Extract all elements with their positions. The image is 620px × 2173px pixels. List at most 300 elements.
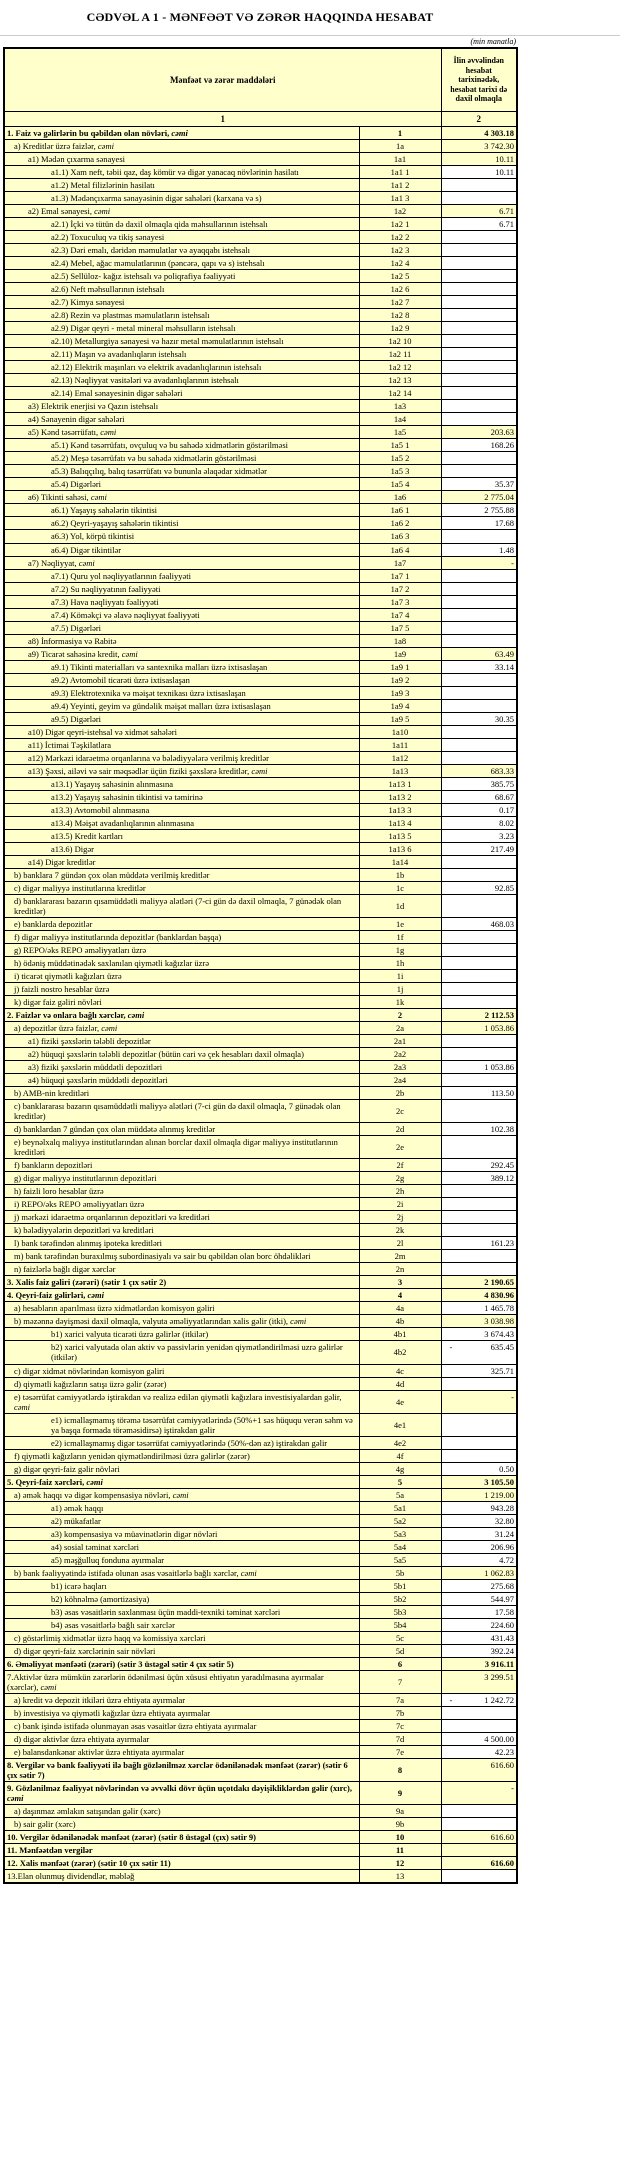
table-row xyxy=(4,296,517,309)
row-value xyxy=(441,725,517,738)
row-label: a13) Şəxsi, ailəvi və sair məqsədlər üçün fiziki şəxslərə kreditlər, cəmi xyxy=(4,764,359,777)
row-code: 13 xyxy=(359,1870,441,1884)
row-label: a13.5) Kredit kartları xyxy=(4,829,359,842)
row-code: 1a6 2 xyxy=(359,517,441,530)
row-value: 1 219.00 xyxy=(441,1488,517,1501)
row-code: 1a6 4 xyxy=(359,543,441,556)
row-label: a) daşınmaz əmlakın satışından gəlir (xərc) xyxy=(4,1805,359,1818)
row-label: a7.4) Köməkçi və əlavə nəqliyyat fəaliyyəti xyxy=(4,608,359,621)
row-label: a1.2) Metal filizlərinin hasilatı xyxy=(4,179,359,192)
row-value xyxy=(441,413,517,426)
row-value xyxy=(441,530,517,543)
row-code: 1a9 xyxy=(359,647,441,660)
row-label: a1) fiziki şəxslərin tələbli depozitlər xyxy=(4,1035,359,1048)
row-label: a13.6) Digər xyxy=(4,842,359,855)
row-value xyxy=(441,1818,517,1831)
row-code: 12 xyxy=(359,1857,441,1870)
table-row xyxy=(4,127,517,140)
row-value: 2 755.88 xyxy=(441,504,517,517)
row-value: 325.71 xyxy=(441,1364,517,1377)
table-row xyxy=(4,917,517,930)
row-code: 7e xyxy=(359,1745,441,1758)
table-row xyxy=(4,1501,517,1514)
row-label: d) banklararası bazarın qısamüddətli maliyyə alətləri (7-ci gün də daxil olmaqla, 7 günədək olan kreditlər) xyxy=(4,894,359,917)
row-label: a2) mükafatlar xyxy=(4,1514,359,1527)
row-label: a2) hüquqi şəxslərin tələbli depozitlər (bütün cari və çek hesabları daxil olmaqla) xyxy=(4,1048,359,1061)
row-code: 2h xyxy=(359,1185,441,1198)
row-label: i) ticarət qiymətli kağızları üzrə xyxy=(4,970,359,983)
row-code: 1a7 5 xyxy=(359,621,441,634)
row-label: 1. Faiz və gəlirlərin bu qəbildən olan növləri, cəmi xyxy=(4,127,359,140)
row-value: 544.97 xyxy=(441,1592,517,1605)
row-label: a2.5) Sellüloz- kağız istehsalı və poliqrafiya fəaliyyəti xyxy=(4,270,359,283)
table-row xyxy=(4,996,517,1009)
row-value: 102.38 xyxy=(441,1123,517,1136)
row-value xyxy=(441,309,517,322)
row-label: d) digər aktivlər üzrə ehtiyata ayırmalar xyxy=(4,1732,359,1745)
table-row xyxy=(4,881,517,894)
row-label: a2.2) Toxuculuq və tikiş sənayesi xyxy=(4,231,359,244)
table-row xyxy=(4,1844,517,1857)
row-value xyxy=(441,231,517,244)
row-code: 4a xyxy=(359,1302,441,1315)
row-value: 217.49 xyxy=(441,842,517,855)
table-row xyxy=(4,582,517,595)
row-label: a) kredit və depozit itkiləri üzrə ehtiyata ayırmalar xyxy=(4,1693,359,1706)
row-code: 1a5 4 xyxy=(359,478,441,491)
row-code: 1j xyxy=(359,983,441,996)
row-code: 2e xyxy=(359,1136,441,1159)
row-label: a2.3) Dəri emalı, dəridən məmulatlar və ayaqqabı istehsalı xyxy=(4,244,359,257)
row-label: b2) köhnəlmə (amortizasiya) xyxy=(4,1592,359,1605)
row-code: 2b xyxy=(359,1087,441,1100)
row-value xyxy=(441,361,517,374)
row-label: 6. Əməliyyat mənfəəti (zərəri) (sətir 3 üstəgəl sətir 4 çıx sətir 5) xyxy=(4,1657,359,1670)
row-label: d) digər qeyri-faiz xərclərinin sair növləri xyxy=(4,1644,359,1657)
row-code: 1a12 xyxy=(359,751,441,764)
table-row xyxy=(4,153,517,166)
row-label: 7.Aktivlər üzrə mümkün zərərlərin ödənilməsi üçün xüsusi ehtiyatın yaradılmasına ayırmalar (xərclər), cəmi xyxy=(4,1670,359,1693)
table-row xyxy=(4,1009,517,1022)
table-row xyxy=(4,335,517,348)
row-label: 4. Qeyri-faiz gəlirləri, cəmi xyxy=(4,1289,359,1302)
row-label: c) banklararası bazarın qısamüddətli maliyyə alətləri (7-ci gün də daxil olmaqla, 7 günədək olan kreditlər) xyxy=(4,1100,359,1123)
table-row xyxy=(4,426,517,439)
row-code: 4e xyxy=(359,1390,441,1413)
row-value: 6.71 xyxy=(441,218,517,231)
row-code: 1 xyxy=(359,127,441,140)
row-value xyxy=(441,348,517,361)
row-code: 7a xyxy=(359,1693,441,1706)
row-code: 2j xyxy=(359,1211,441,1224)
row-label: b1) icarə haqları xyxy=(4,1579,359,1592)
row-code: 9 xyxy=(359,1782,441,1805)
row-code: 5a4 xyxy=(359,1540,441,1553)
table-row xyxy=(4,673,517,686)
table-row xyxy=(4,738,517,751)
row-code: 1a7 3 xyxy=(359,595,441,608)
row-value xyxy=(441,1198,517,1211)
items-column-number: 1 xyxy=(4,112,441,127)
row-code: 1a13 4 xyxy=(359,816,441,829)
row-label: b2) xarici valyutada olan aktiv və passivlərin yenidən qiymətləndirilməsi uzrə gəlirlər (itkilər) xyxy=(4,1341,359,1364)
row-value: 392.24 xyxy=(441,1644,517,1657)
row-label: e) beynəlxalq maliyyə institutlarından alınan borclar daxil olmaqla digər maliyyə institutlarının kreditləri xyxy=(4,1136,359,1159)
row-value xyxy=(441,1263,517,1276)
row-label: 9. Gözlənilməz fəaliyyət növlərindən və əvvəlki dövr üçün uçotdakı dəyişikliklərdən gəlir (xırc), cəmi xyxy=(4,1782,359,1805)
table-row xyxy=(4,1123,517,1136)
table-row xyxy=(4,1237,517,1250)
row-label: g) digər maliyyə institutlarının depozitləri xyxy=(4,1172,359,1185)
table-row xyxy=(4,1579,517,1592)
row-value xyxy=(441,943,517,956)
row-value xyxy=(441,335,517,348)
table-row xyxy=(4,647,517,660)
row-label: a2.4) Mebel, ağac məmulatlarının (pəncərə, qapı və s) istehsalı xyxy=(4,257,359,270)
table-header xyxy=(4,48,517,127)
table-row xyxy=(4,1413,517,1436)
row-label: a5.4) Digərləri xyxy=(4,478,359,491)
row-value: 1 053.86 xyxy=(441,1022,517,1035)
row-code: 1a1 1 xyxy=(359,166,441,179)
row-label: a1) əmək haqqı xyxy=(4,1501,359,1514)
row-value: 431.43 xyxy=(441,1631,517,1644)
row-label: a3) Elektrik enerjisi və Qazın istehsalı xyxy=(4,400,359,413)
table-row xyxy=(4,894,517,917)
table-row xyxy=(4,1644,517,1657)
row-label: a13.3) Avtomobil alınmasına xyxy=(4,803,359,816)
row-code: 1a2 6 xyxy=(359,283,441,296)
row-code: 7d xyxy=(359,1732,441,1745)
row-code: 1a6 xyxy=(359,491,441,504)
row-value xyxy=(441,1436,517,1449)
row-value xyxy=(441,1719,517,1732)
row-label: a2.11) Maşın və avadanlıqların istehsalı xyxy=(4,348,359,361)
table-row xyxy=(4,465,517,478)
table-row xyxy=(4,686,517,699)
row-label: a9) Ticarət sahəsinə kredit, cəmi xyxy=(4,647,359,660)
row-label: a) Kreditlər üzrə faizlər, cəmi xyxy=(4,140,359,153)
table-row xyxy=(4,1377,517,1390)
minus-sign: - xyxy=(449,1694,453,1705)
column-number-row xyxy=(4,112,517,127)
row-value: 3 742.30 xyxy=(441,140,517,153)
row-code: 1a13 2 xyxy=(359,790,441,803)
row-label: a2.13) Nəqliyyat vasitələri və avadanlıqlarının istehsalı xyxy=(4,374,359,387)
row-code: 2l xyxy=(359,1237,441,1250)
row-code: 1a2 10 xyxy=(359,335,441,348)
row-label: a9.1) Tikinti materialları və santexnika malları üzrə ixtisaslaşan xyxy=(4,660,359,673)
row-label: 2. Faizlər və onlara bağlı xərclər, cəmi xyxy=(4,1009,359,1022)
table-row xyxy=(4,569,517,582)
row-code: 5d xyxy=(359,1644,441,1657)
row-value: 42.23 xyxy=(441,1745,517,1758)
row-value: 4 303.18 xyxy=(441,127,517,140)
table-row xyxy=(4,1390,517,1413)
table-row xyxy=(4,943,517,956)
row-value xyxy=(441,1449,517,1462)
table-row xyxy=(4,1035,517,1048)
row-label: a6.2) Qeyri-yaşayış sahələrin tikintisi xyxy=(4,517,359,530)
table-row xyxy=(4,970,517,983)
row-code: 2g xyxy=(359,1172,441,1185)
row-label: j) mərkəzi idarəetmə orqanlarının depozitləri və kreditləri xyxy=(4,1211,359,1224)
row-code: 1a2 12 xyxy=(359,361,441,374)
row-label: 3. Xalis faiz gəliri (zərəri) (sətir 1 çıx sətir 2) xyxy=(4,1276,359,1289)
row-label: a6) Tikinti sahəsi, cəmi xyxy=(4,491,359,504)
row-value: 113.50 xyxy=(441,1087,517,1100)
row-code: 1a2 14 xyxy=(359,387,441,400)
row-code: 4c xyxy=(359,1364,441,1377)
row-label: b) məzənnə dəyişməsi daxil olmaqla, valyuta əməliyyatlarından xalis gəlir (itki), cəmi xyxy=(4,1315,359,1328)
table-row xyxy=(4,400,517,413)
row-code: 10 xyxy=(359,1831,441,1844)
row-code: 1a8 xyxy=(359,634,441,647)
items-column-header: Mənfəət və zərər maddələri xyxy=(4,48,441,112)
row-label: e) banklarda depozitlər xyxy=(4,917,359,930)
row-value: 0.17 xyxy=(441,803,517,816)
table-row xyxy=(4,660,517,673)
row-label: a) hesabların aparılması üzrə xidmətlərdən komisyon gəliri xyxy=(4,1302,359,1315)
row-value: 468.03 xyxy=(441,917,517,930)
row-value xyxy=(441,387,517,400)
table-row xyxy=(4,166,517,179)
row-value: 616.60 xyxy=(441,1758,517,1781)
row-value: 1 465.78 xyxy=(441,1302,517,1315)
table-row xyxy=(4,868,517,881)
row-code: 1d xyxy=(359,894,441,917)
row-label: 12. Xalis mənfəət (zərər) (sətir 10 çıx sətir 11) xyxy=(4,1857,359,1870)
row-code: 5a1 xyxy=(359,1501,441,1514)
row-value: 3 916.11 xyxy=(441,1657,517,1670)
row-code: 1a xyxy=(359,140,441,153)
row-code: 1a13 5 xyxy=(359,829,441,842)
row-code: 2a xyxy=(359,1022,441,1035)
row-label: a3) fiziki şəxslərin müddətli depozitləri xyxy=(4,1061,359,1074)
row-label: a2.14) Emal sənayesinin digər sahələri xyxy=(4,387,359,400)
row-value: 389.12 xyxy=(441,1172,517,1185)
row-label: a5.2) Meşə təsərrüfatı və bu sahədə xidmətlərin göstərilməsi xyxy=(4,452,359,465)
row-code: 5b1 xyxy=(359,1579,441,1592)
row-value: 8.02 xyxy=(441,816,517,829)
table-row xyxy=(4,764,517,777)
row-value xyxy=(441,595,517,608)
row-value xyxy=(441,673,517,686)
row-code: 2a3 xyxy=(359,1061,441,1074)
table-row xyxy=(4,1100,517,1123)
row-code: 1a13 xyxy=(359,764,441,777)
table-row xyxy=(4,1527,517,1540)
row-label: a3) kompensasiya və müavinətlərin digər növləri xyxy=(4,1527,359,1540)
table-row xyxy=(4,439,517,452)
row-label: b) investisiya və qiymətli kağızlar üzrə ehtiyata ayırmalar xyxy=(4,1706,359,1719)
row-label: a) depozitlər üzrə faizlər, cəmi xyxy=(4,1022,359,1035)
table-row xyxy=(4,712,517,725)
row-value xyxy=(441,283,517,296)
row-code: 7c xyxy=(359,1719,441,1732)
row-value: 4 830.96 xyxy=(441,1289,517,1302)
table-body xyxy=(4,127,517,1884)
row-label: a2.10) Metallurgiya sənayesi və hazır metal məmulatlarının istehsalı xyxy=(4,335,359,348)
row-code: 5c xyxy=(359,1631,441,1644)
table-row xyxy=(4,1870,517,1884)
table-row xyxy=(4,1818,517,1831)
table-row xyxy=(4,322,517,335)
table-row xyxy=(4,140,517,153)
table-row xyxy=(4,699,517,712)
row-label: a10) Digər qeyri-istehsal və xidmət sahələri xyxy=(4,725,359,738)
row-code: 1a9 2 xyxy=(359,673,441,686)
row-value: 63.49 xyxy=(441,647,517,660)
table-row xyxy=(4,1436,517,1449)
row-value xyxy=(441,894,517,917)
row-value xyxy=(441,855,517,868)
row-label: a4) hüquqi şəxslərin müddətli depozitləri xyxy=(4,1074,359,1087)
row-value: 10.11 xyxy=(441,166,517,179)
table-row xyxy=(4,1048,517,1061)
row-value: 35.37 xyxy=(441,478,517,491)
row-code: 1h xyxy=(359,957,441,970)
row-value: 68.67 xyxy=(441,790,517,803)
row-value xyxy=(441,270,517,283)
row-label: a7.1) Quru yol nəqliyyatlarının fəaliyyəti xyxy=(4,569,359,582)
row-value: 3 299.51 xyxy=(441,1670,517,1693)
header-row xyxy=(4,48,517,112)
row-value: 1 062.83 xyxy=(441,1566,517,1579)
row-label: a7.2) Su nəqliyyatının fəaliyyəti xyxy=(4,582,359,595)
row-code: 1b xyxy=(359,868,441,881)
row-value xyxy=(441,374,517,387)
row-code: 6 xyxy=(359,1657,441,1670)
table-row xyxy=(4,1074,517,1087)
row-value xyxy=(441,983,517,996)
row-code: 1g xyxy=(359,943,441,956)
row-code: 1a2 13 xyxy=(359,374,441,387)
table-row xyxy=(4,1605,517,1618)
row-value xyxy=(441,1224,517,1237)
table-row xyxy=(4,270,517,283)
table-row xyxy=(4,634,517,647)
row-code: 4b2 xyxy=(359,1341,441,1364)
table-row xyxy=(4,621,517,634)
row-label: k) digər faiz gəliri növləri xyxy=(4,996,359,1009)
row-value: 3 674.43 xyxy=(441,1328,517,1341)
table-row xyxy=(4,192,517,205)
row-value xyxy=(441,400,517,413)
row-value: 6.71 xyxy=(441,205,517,218)
table-row xyxy=(4,1745,517,1758)
row-label: c) digər xidmət növlərindən komisyon gəliri xyxy=(4,1364,359,1377)
row-code: 4e1 xyxy=(359,1413,441,1436)
row-code: 1a13 6 xyxy=(359,842,441,855)
row-value xyxy=(441,569,517,582)
row-label: a7.3) Hava nəqliyyatı fəaliyyəti xyxy=(4,595,359,608)
row-value xyxy=(441,996,517,1009)
table-row xyxy=(4,842,517,855)
row-code: 1a1 3 xyxy=(359,192,441,205)
row-value: 17.58 xyxy=(441,1605,517,1618)
minus-sign: - xyxy=(449,1342,453,1353)
row-code: 2i xyxy=(359,1198,441,1211)
row-code: 2a2 xyxy=(359,1048,441,1061)
table-row xyxy=(4,1061,517,1074)
row-code: 1a9 1 xyxy=(359,660,441,673)
row-value xyxy=(441,699,517,712)
row-label: c) bank işində istifadə olunmayan əsas vəsaitlər üzrə ehtiyata ayırmalar xyxy=(4,1719,359,1732)
row-value xyxy=(441,1048,517,1061)
row-value: 385.75 xyxy=(441,777,517,790)
page-title: CƏDVƏL A 1 - MƏNFƏƏT VƏ ZƏRƏR HAQQINDA HESABAT xyxy=(86,10,434,24)
table-row xyxy=(4,1831,517,1844)
row-value xyxy=(441,868,517,881)
row-code: 5b2 xyxy=(359,1592,441,1605)
row-label: b1) xarici valyuta ticarəti üzrə gəlirlər (itkilər) xyxy=(4,1328,359,1341)
table-row xyxy=(4,595,517,608)
row-code: 9b xyxy=(359,1818,441,1831)
row-value: 616.60 xyxy=(441,1831,517,1844)
table-row xyxy=(4,1136,517,1159)
row-label: b4) əsas vəsaitlərlə bağlı sair xərclər xyxy=(4,1618,359,1631)
table-row xyxy=(4,1022,517,1035)
row-code: 2d xyxy=(359,1123,441,1136)
table-row xyxy=(4,1328,517,1341)
row-code: 5b4 xyxy=(359,1618,441,1631)
table-row xyxy=(4,957,517,970)
row-label: a7) Nəqliyyat, cəmi xyxy=(4,556,359,569)
row-code: 1a5 xyxy=(359,426,441,439)
row-value: 1 053.86 xyxy=(441,1061,517,1074)
row-value: 2 112.53 xyxy=(441,1009,517,1022)
table-row xyxy=(4,1224,517,1237)
table-row xyxy=(4,1462,517,1475)
table-row xyxy=(4,930,517,943)
row-code: 3 xyxy=(359,1276,441,1289)
row-code: 1a13 3 xyxy=(359,803,441,816)
row-value xyxy=(441,465,517,478)
row-code: 1a2 3 xyxy=(359,244,441,257)
row-code: 1a7 2 xyxy=(359,582,441,595)
row-code: 5a xyxy=(359,1488,441,1501)
row-value: 616.60 xyxy=(441,1857,517,1870)
row-value xyxy=(441,621,517,634)
row-value: 30.35 xyxy=(441,712,517,725)
row-value xyxy=(441,1136,517,1159)
row-code: 1a5 1 xyxy=(359,439,441,452)
row-code: 11 xyxy=(359,1844,441,1857)
row-label: a11) İctimai Təşkilatlara xyxy=(4,738,359,751)
row-label: 5. Qeyri-faiz xərcləri, cəmi xyxy=(4,1475,359,1488)
row-value xyxy=(441,296,517,309)
row-value xyxy=(441,244,517,257)
row-value xyxy=(441,1035,517,1048)
row-code: 1k xyxy=(359,996,441,1009)
row-label: a12) Mərkəzi idarəetmə orqanlarına və bələdiyyələrə verilmiş kreditlər xyxy=(4,751,359,764)
table-row xyxy=(4,1302,517,1315)
row-value: - 1 242.72 xyxy=(441,1693,517,1706)
table-row xyxy=(4,1315,517,1328)
row-code: 1a2 1 xyxy=(359,218,441,231)
row-label: a6.3) Yol, körpü tikintisi xyxy=(4,530,359,543)
row-value xyxy=(441,1211,517,1224)
table-row xyxy=(4,504,517,517)
row-value xyxy=(441,1870,517,1884)
row-label: a9.4) Yeyinti, geyim və gündəlik məişət malları üzrə ixtisaslaşan xyxy=(4,699,359,712)
row-code: 5 xyxy=(359,1475,441,1488)
row-code: 2 xyxy=(359,1009,441,1022)
row-code: 1a9 3 xyxy=(359,686,441,699)
row-code: 1a14 xyxy=(359,855,441,868)
table-row xyxy=(4,1693,517,1706)
